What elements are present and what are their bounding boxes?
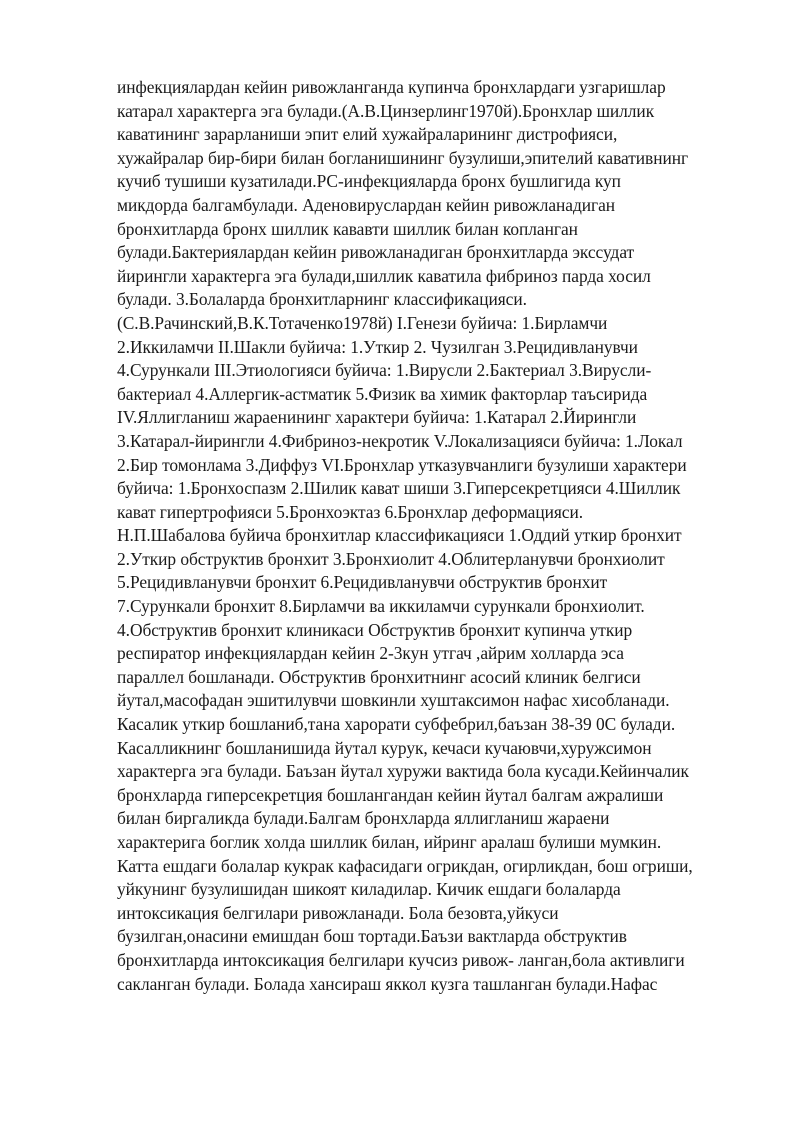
text-line: 2.Бир томонлама 3.Диффуз VI.Бронхлар утказувчанлиги бузулиши характери	[117, 454, 687, 475]
text-line: 4.Сурункали III.Этиологияси буйича: 1.Вирусли 2.Бактериал 3.Вирусли-	[117, 360, 652, 381]
text-line: йирингли характерга эга булади,шиллик каватила фибриноз парда хосил	[117, 265, 651, 286]
text-line: бронхларда гиперсекретция бошлангандан кейин йутал балгам ажралиши	[117, 784, 664, 805]
text-line: характерга эга булади. Баъзан йутал хуружи вактида бола кусади.Кейинчалик	[117, 761, 689, 782]
text-line: буйича: 1.Бронхоспазм 2.Шилик кават шиши 3.Гиперсекретцияси 4.Шиллик	[117, 478, 681, 499]
text-line: бактериал 4.Аллергик-астматик 5.Физик ва химик факторлар таъсирида	[117, 383, 648, 404]
text-line: 2.Уткир обструктив бронхит 3.Бронхиолит 4.Облитерланувчи бронхиолит	[117, 548, 665, 569]
text-line: 4.Обструктив бронхит клиникаси Обструктив бронхит купинча уткир	[117, 619, 633, 640]
body-text	[117, 76, 757, 996]
text-line: инфекциялардан кейин ривожланганда купинча бронхлардаги узгаришлар	[117, 77, 666, 97]
text-line: булади. 3.Болаларда бронхитларнинг классификацияси.	[117, 289, 527, 310]
text-line: бронхитларда интоксикация белгилари кучсиз ривож- ланган,бола активлиги	[117, 949, 685, 970]
text-line: характерига боглик холда шиллик билан, ийринг аралаш булиши мумкин.	[117, 832, 662, 852]
text-line: бронхитларда бронх шиллик кававти шиллик билан копланган	[117, 218, 578, 239]
text-line: респиратор инфекциялардан кейин 2-3кун утгач ,айрим холларда эса	[117, 643, 624, 664]
text-line: каватининг зарарланиши эпит елий хужайраларининг дистрофияси,	[117, 124, 618, 145]
text-line: бузилган,онасини емишдан бош тортади.Баъзи вактларда обструктив	[117, 926, 627, 947]
text-line: интоксикация белгилари ривожланади. Бола безовта,уйкуси	[117, 902, 559, 923]
text-line: 7.Сурункали бронхит 8.Бирламчи ва иккиламчи сурункали бронхиолит.	[117, 596, 645, 617]
text-line: сакланган булади. Болада хансираш яккол кузга ташланган булади.Нафас	[117, 973, 658, 994]
text-line: булади.Бактериялардан кейин ривожланадиган бронхитларда экссудат	[117, 242, 635, 263]
text-line: параллел бошланади. Обструктив бронхитнинг асосий клиник белгиси	[117, 666, 641, 687]
text-line: 2.Иккиламчи II.Шакли буйича: 1.Уткир 2. Чузилган 3.Рецидивланувчи	[117, 336, 638, 357]
text-line: хужайралар бир-бири билан богланишининг бузулиши,эпителий кавативнинг	[117, 147, 689, 168]
text-line: 5.Рецидивланувчи бронхит 6.Рецидивланувчи обструктив бронхит	[117, 572, 608, 593]
text-line: Касалликнинг бошланишида йутал курук, кечаси кучаювчи,хуружсимон	[117, 737, 652, 758]
text-line: кават гипертрофияси 5.Бронхоэктаз 6.Бронхлар деформацияси.	[117, 501, 584, 522]
text-line: (С.В.Рачинский,В.К.Тотаченко1978й) I.Генези буйича: 1.Бирламчи	[117, 312, 608, 333]
text-line: кучиб тушиши кузатилади.РС-инфекцияларда бронх бушлигида куп	[117, 171, 621, 192]
text-line: уйкунинг бузулишидан шикоят киладилар. Кичик ешдаги болаларда	[117, 879, 621, 900]
text-line: Касалик уткир бошланиб,тана харорати субфебрил,баъзан 38-39 0С булади.	[117, 714, 676, 735]
text-line: IV.Яллигланиш жараенининг характери буйича: 1.Катарал 2.Йирингли	[117, 407, 637, 428]
text-line: Н.П.Шабалова буйича бронхитлар классификацияси 1.Оддий уткир бронхит	[117, 525, 682, 546]
text-line: микдорда балгамбулади. Аденовируслардан кейин ривожланадиган	[117, 194, 616, 215]
text-line: йутал,масофадан эшитилувчи шовкинли хуштаксимон нафас хисобланади.	[117, 690, 670, 711]
text-line: катарал характерга эга булади.(А.В.Цинзерлинг1970й).Бронхлар шиллик	[117, 100, 655, 121]
text-line: Катта ешдаги болалар кукрак кафасидаги огрикдан, огирликдан, бош огриши,	[117, 855, 693, 876]
text-line: билан биргаликда булади.Балгам бронхларда яллигланиш жараени	[117, 808, 610, 829]
text-line: 3.Катарал-йирингли 4.Фибриноз-некротик V.Локализацияси буйича: 1.Локал	[117, 430, 683, 451]
